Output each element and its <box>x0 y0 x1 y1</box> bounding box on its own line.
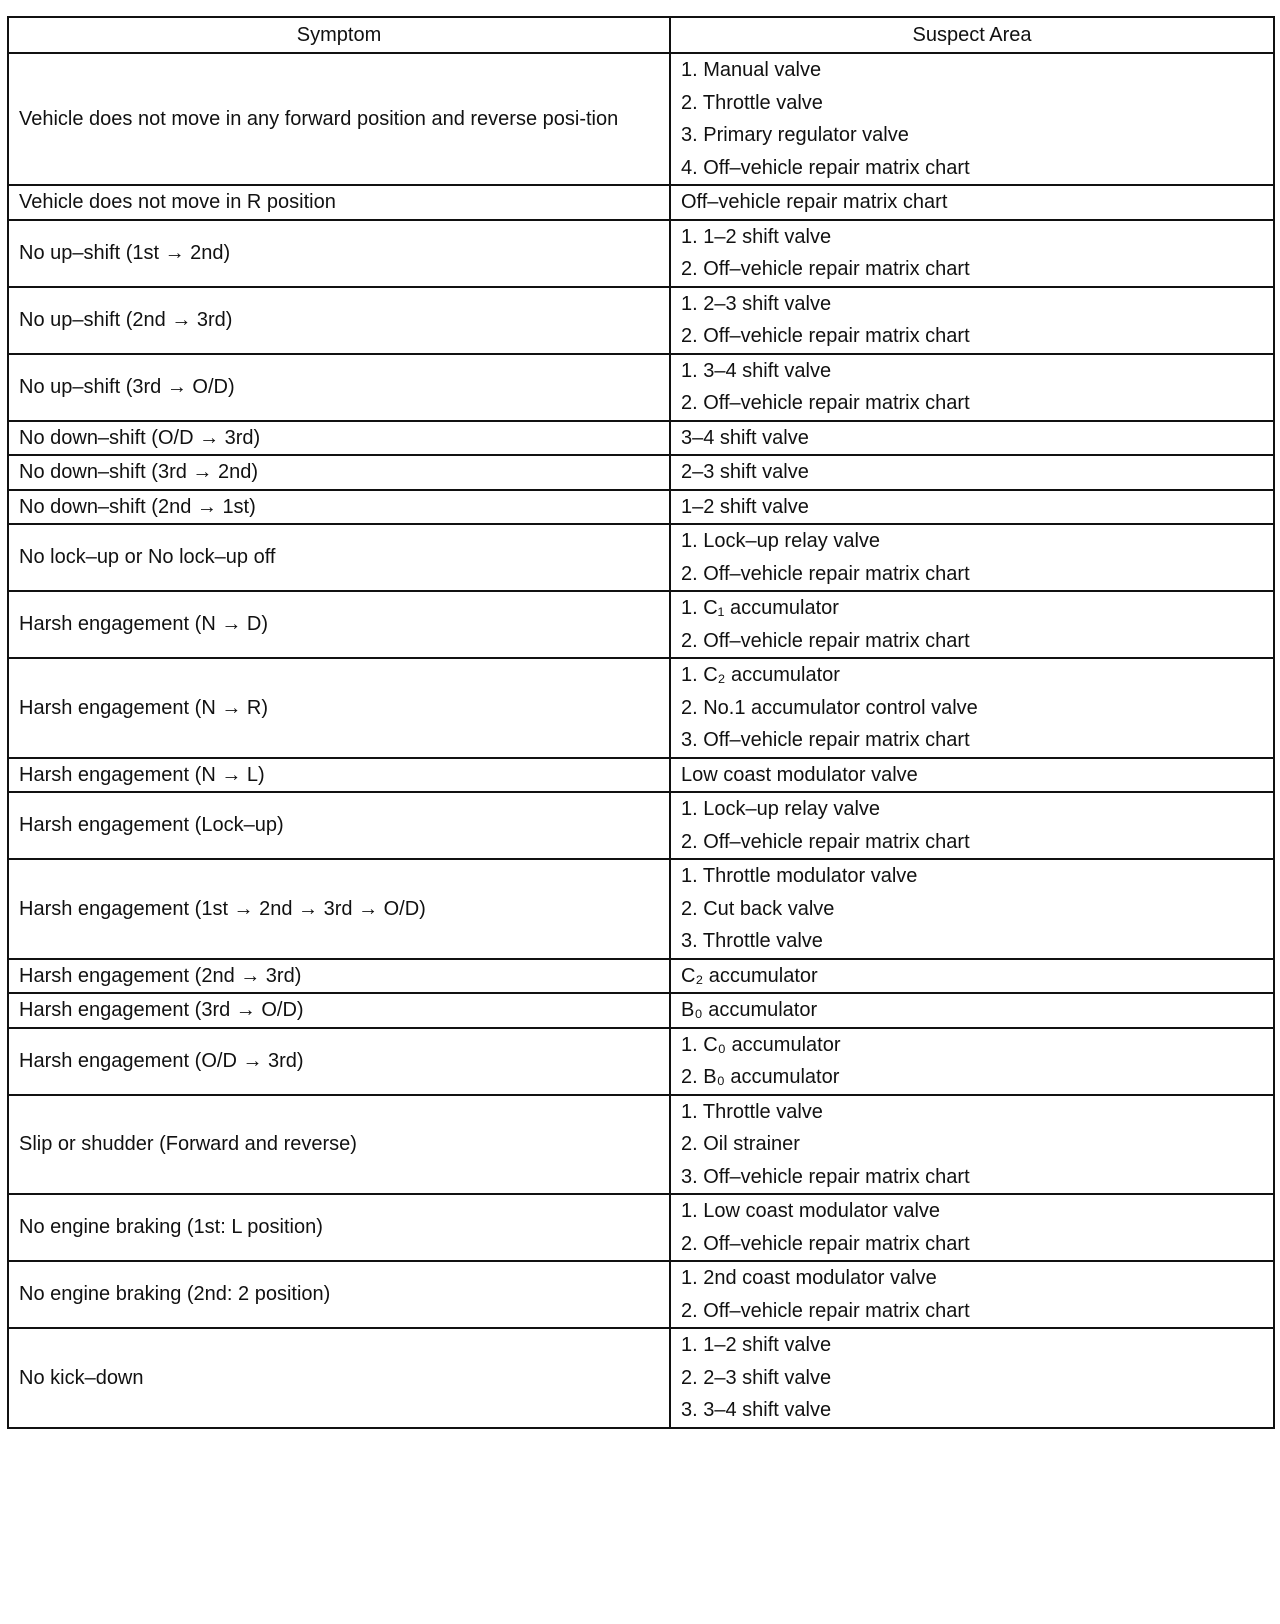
suspect-item: C₂ accumulator <box>681 964 818 987</box>
suspect-item: 1–2 shift valve <box>681 495 809 518</box>
symptom-cell: Harsh engagement (N → D) <box>8 591 670 658</box>
table-row <box>8 53 1274 185</box>
suspect-area-cell <box>670 959 1274 994</box>
suspect-area-cell <box>670 1261 1274 1328</box>
suspect-item: 2. Off–vehicle repair matrix chart <box>681 1232 970 1255</box>
symptom-cell: No up–shift (3rd → O/D) <box>8 354 670 421</box>
suspect-area-cell <box>670 1194 1274 1261</box>
symptom-table <box>7 16 1275 1429</box>
suspect-item: 1. 1–2 shift valve <box>681 1334 832 1356</box>
table-row <box>8 185 1274 220</box>
suspect-area-cell <box>670 658 1274 758</box>
suspect-item: 1. 2–3 shift valve <box>681 292 832 315</box>
suspect-item: Off–vehicle repair matrix chart <box>681 191 948 213</box>
suspect-item: B₀ accumulator <box>681 999 818 1021</box>
suspect-item: 1. C₀ accumulator <box>681 1033 841 1056</box>
symptom-cell: Harsh engagement (O/D → 3rd) <box>8 1028 670 1095</box>
suspect-item: 3. Primary regulator valve <box>681 124 909 146</box>
suspect-area-cell <box>670 792 1274 859</box>
suspect-item: 2. Off–vehicle repair matrix chart <box>681 562 970 585</box>
symptom-cell: Harsh engagement (Lock–up) <box>8 792 670 859</box>
suspect-item: 1. Throttle modulator valve <box>681 865 918 887</box>
symptom-cell: No up–shift (2nd → 3rd) <box>8 287 670 354</box>
table-row <box>8 1095 1274 1195</box>
table-row <box>8 591 1274 658</box>
suspect-item: 2. B₀ accumulator <box>681 1066 840 1088</box>
suspect-item: 3. Throttle valve <box>681 930 823 952</box>
symptom-cell: Harsh engagement (3rd → O/D) <box>8 993 670 1028</box>
suspect-area-cell <box>670 1028 1274 1095</box>
suspect-item: 2. Off–vehicle repair matrix chart <box>681 325 970 347</box>
table-row <box>8 421 1274 456</box>
suspect-item: 2. No.1 accumulator control valve <box>681 696 978 719</box>
suspect-area-cell <box>670 354 1274 421</box>
suspect-area-cell <box>670 993 1274 1028</box>
table-row <box>8 758 1274 793</box>
suspect-item: 3–4 shift valve <box>681 426 809 449</box>
suspect-item: 2–3 shift valve <box>681 461 809 483</box>
table-row <box>8 524 1274 591</box>
table-row <box>8 1028 1274 1095</box>
suspect-item: 1. 3–4 shift valve <box>681 359 832 382</box>
suspect-item: 1. C₂ accumulator <box>681 664 840 686</box>
suspect-item: 1. 2nd coast modulator valve <box>681 1267 937 1289</box>
table-row <box>8 993 1274 1028</box>
table-row <box>8 1328 1274 1428</box>
suspect-item: 3. 3–4 shift valve <box>681 1399 832 1421</box>
suspect-item: 2. Off–vehicle repair matrix chart <box>681 392 970 414</box>
symptom-cell: Vehicle does not move in any forward position and reverse posi-tion <box>8 53 670 185</box>
symptom-cell: No engine braking (1st: L position) <box>8 1194 670 1261</box>
suspect-item: 2. Off–vehicle repair matrix chart <box>681 830 970 853</box>
table-row <box>8 455 1274 490</box>
symptom-cell: Harsh engagement (N → R) <box>8 658 670 758</box>
symptom-cell: No lock–up or No lock–up off <box>8 524 670 591</box>
symptom-cell: No down–shift (3rd → 2nd) <box>8 455 670 490</box>
table-body <box>8 53 1274 1428</box>
suspect-area-cell <box>670 758 1274 793</box>
table-row <box>8 792 1274 859</box>
symptom-cell: No up–shift (1st → 2nd) <box>8 220 670 287</box>
suspect-item: 2. Oil strainer <box>681 1133 800 1155</box>
header-symptom: Symptom <box>8 17 670 53</box>
table-row <box>8 220 1274 287</box>
table-row <box>8 354 1274 421</box>
symptom-cell: Harsh engagement (2nd → 3rd) <box>8 959 670 994</box>
symptom-cell: No down–shift (O/D → 3rd) <box>8 421 670 456</box>
header-suspect-area: Suspect Area <box>670 17 1274 53</box>
suspect-area-cell <box>670 287 1274 354</box>
suspect-area-cell <box>670 53 1274 185</box>
table-row <box>8 287 1274 354</box>
symptom-cell: Harsh engagement (N → L) <box>8 758 670 793</box>
suspect-area-cell <box>670 1328 1274 1428</box>
suspect-item: 1. Lock–up relay valve <box>681 798 881 820</box>
table-row <box>8 1261 1274 1328</box>
suspect-item: 2. Off–vehicle repair matrix chart <box>681 629 970 652</box>
table-row <box>8 490 1274 525</box>
suspect-item: 3. Off–vehicle repair matrix chart <box>681 729 970 751</box>
suspect-area-cell <box>670 524 1274 591</box>
suspect-area-cell <box>670 490 1274 525</box>
table-row <box>8 1194 1274 1261</box>
symptom-cell: Slip or shudder (Forward and reverse) <box>8 1095 670 1195</box>
header-row <box>8 17 1274 53</box>
table-row <box>8 959 1274 994</box>
table-row <box>8 859 1274 959</box>
symptom-cell: No down–shift (2nd → 1st) <box>8 490 670 525</box>
suspect-item: 4. Off–vehicle repair matrix chart <box>681 156 970 179</box>
suspect-item: 1. Throttle valve <box>681 1100 823 1123</box>
suspect-item: 1. 1–2 shift valve <box>681 225 832 248</box>
suspect-area-cell <box>670 421 1274 456</box>
suspect-item: 3. Off–vehicle repair matrix chart <box>681 1165 970 1188</box>
symptom-cell: No engine braking (2nd: 2 position) <box>8 1261 670 1328</box>
suspect-area-cell <box>670 591 1274 658</box>
suspect-area-cell <box>670 455 1274 490</box>
symptom-cell: No kick–down <box>8 1328 670 1428</box>
table-header <box>8 17 1274 53</box>
suspect-area-cell <box>670 185 1274 220</box>
table-row <box>8 658 1274 758</box>
suspect-item: Low coast modulator valve <box>681 763 918 786</box>
suspect-area-cell <box>670 220 1274 287</box>
suspect-item: 1. Lock–up relay valve <box>681 530 881 552</box>
suspect-item: 1. Low coast modulator valve <box>681 1200 941 1222</box>
suspect-item: 2. Off–vehicle repair matrix chart <box>681 1299 970 1322</box>
suspect-item: 1. Manual valve <box>681 59 822 81</box>
suspect-item: 2. Cut back valve <box>681 897 835 920</box>
suspect-item: 2. Off–vehicle repair matrix chart <box>681 258 970 280</box>
suspect-area-cell <box>670 859 1274 959</box>
suspect-item: 1. C₁ accumulator <box>681 597 839 619</box>
suspect-area-cell <box>670 1095 1274 1195</box>
suspect-item: 2. Throttle valve <box>681 91 823 114</box>
symptom-cell: Vehicle does not move in R position <box>8 185 670 220</box>
symptom-cell: Harsh engagement (1st → 2nd → 3rd → O/D) <box>8 859 670 959</box>
suspect-item: 2. 2–3 shift valve <box>681 1366 832 1389</box>
